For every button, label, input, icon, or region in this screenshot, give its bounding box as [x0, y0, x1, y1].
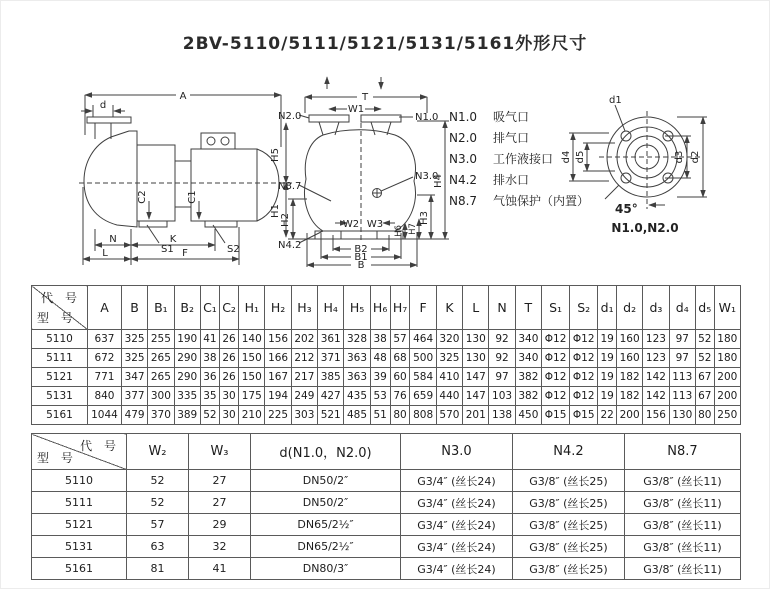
value-cell: 160 [616, 330, 642, 349]
column-header: N3.0 [401, 434, 513, 470]
value-cell: 38 [370, 330, 390, 349]
value-cell: 328 [344, 330, 370, 349]
value-cell: 382 [515, 368, 541, 387]
port-label-n20: N2.0 [278, 111, 302, 122]
value-cell: 340 [515, 330, 541, 349]
value-cell: 200 [714, 368, 740, 387]
model-cell: 5131 [32, 387, 88, 406]
value-cell: 35 [200, 387, 219, 406]
value-cell: 63 [127, 536, 189, 558]
flange-caption: N1.0,N2.0 [611, 221, 679, 235]
column-header: H₇ [390, 286, 410, 330]
column-header: C₁ [200, 286, 219, 330]
dim-label-f: F [182, 248, 188, 259]
value-cell: 377 [121, 387, 147, 406]
dim-label-h2: H2 [280, 213, 291, 227]
value-cell: 76 [390, 387, 410, 406]
table-row [32, 514, 741, 536]
value-cell: 52 [127, 470, 189, 492]
value-cell: 97 [669, 330, 695, 349]
value-cell: 48 [370, 349, 390, 368]
table-row [32, 558, 741, 580]
value-cell: 32 [189, 536, 251, 558]
model-cell: 5121 [32, 514, 127, 536]
value-cell: 147 [463, 368, 489, 387]
value-cell: DN65/2½″ [251, 536, 401, 558]
table-row [32, 330, 741, 349]
value-cell: 521 [318, 406, 344, 425]
value-cell: 363 [344, 368, 370, 387]
dim-label-w1: W1 [347, 104, 365, 115]
value-cell: 38 [200, 349, 219, 368]
table-row [32, 536, 741, 558]
value-cell: 52 [127, 492, 189, 514]
value-cell: Φ12 [570, 368, 598, 387]
value-cell: 113 [669, 387, 695, 406]
value-cell: 123 [643, 330, 669, 349]
value-cell: 320 [436, 330, 462, 349]
model-cell: 5110 [32, 470, 127, 492]
flange-view-drawing [557, 87, 722, 237]
value-cell: 840 [88, 387, 122, 406]
dim-label-h6: H6 [394, 225, 404, 237]
side-view-drawing [75, 79, 293, 271]
value-cell: 464 [410, 330, 436, 349]
value-cell: Φ15 [570, 406, 598, 425]
value-cell: 182 [616, 387, 642, 406]
legend-code: N4.2 [449, 173, 478, 187]
dim-label-h7: H7 [408, 223, 418, 235]
value-cell: 26 [220, 349, 239, 368]
value-cell: DN65/2½″ [251, 514, 401, 536]
port-label-n87: N8.7 [278, 181, 302, 192]
value-cell: 175 [239, 387, 265, 406]
value-cell: 479 [121, 406, 147, 425]
value-cell: 67 [695, 368, 714, 387]
column-header: d₁ [598, 286, 617, 330]
value-cell: 340 [515, 349, 541, 368]
value-cell: 130 [463, 330, 489, 349]
table-row [32, 406, 741, 425]
value-cell: 202 [291, 330, 317, 349]
value-cell: 290 [174, 368, 200, 387]
corner-header-cell [32, 434, 127, 470]
dim-label-d1: d1 [609, 95, 622, 106]
value-cell: 97 [489, 368, 515, 387]
dim-label-n: N [109, 234, 117, 245]
column-header: H₆ [370, 286, 390, 330]
value-cell: G3/4″ (丝长24) [401, 536, 513, 558]
table-row [32, 349, 741, 368]
value-cell: 335 [174, 387, 200, 406]
callout-label-s2: S2 [227, 244, 240, 255]
dim-label-w3: W3 [366, 219, 384, 230]
value-cell: DN50/2″ [251, 470, 401, 492]
dim-label-h3: H3 [419, 211, 430, 225]
dimensions-table-2 [31, 433, 741, 580]
dim-label-b1: B1 [354, 252, 368, 263]
value-cell: 190 [174, 330, 200, 349]
value-cell: 325 [121, 330, 147, 349]
value-cell: 36 [200, 368, 219, 387]
value-cell: 255 [148, 330, 174, 349]
value-cell: 485 [344, 406, 370, 425]
value-cell: Φ12 [542, 349, 570, 368]
value-cell: 27 [189, 470, 251, 492]
value-cell: 57 [390, 330, 410, 349]
value-cell: 584 [410, 368, 436, 387]
column-header: H₃ [291, 286, 317, 330]
value-cell: 382 [515, 387, 541, 406]
value-cell: 212 [291, 349, 317, 368]
model-cell: 5111 [32, 492, 127, 514]
value-cell: 440 [436, 387, 462, 406]
value-cell: G3/8″ (丝长11) [625, 536, 741, 558]
value-cell: 67 [695, 387, 714, 406]
value-cell: 450 [515, 406, 541, 425]
value-cell: 300 [148, 387, 174, 406]
value-cell: 156 [265, 330, 291, 349]
value-cell: 160 [616, 349, 642, 368]
column-header: B₁ [148, 286, 174, 330]
value-cell: 52 [695, 349, 714, 368]
value-cell: 41 [200, 330, 219, 349]
value-cell: 325 [436, 349, 462, 368]
value-cell: 500 [410, 349, 436, 368]
value-cell: 92 [489, 349, 515, 368]
dim-label-k: K [169, 234, 177, 245]
port-label-n42: N4.2 [278, 240, 302, 251]
value-cell: 92 [489, 330, 515, 349]
column-header: F [410, 286, 436, 330]
value-cell: G3/8″ (丝长25) [513, 558, 625, 580]
value-cell: 303 [291, 406, 317, 425]
value-cell: 138 [489, 406, 515, 425]
column-header: H₄ [318, 286, 344, 330]
value-cell: 22 [598, 406, 617, 425]
value-cell: Φ12 [542, 368, 570, 387]
value-cell: 60 [390, 368, 410, 387]
column-header: A [88, 286, 122, 330]
value-cell: 427 [318, 387, 344, 406]
value-cell: 80 [695, 406, 714, 425]
value-cell: 361 [318, 330, 344, 349]
model-cell: 5161 [32, 558, 127, 580]
value-cell: 68 [390, 349, 410, 368]
value-cell: 250 [714, 406, 740, 425]
value-cell: 672 [88, 349, 122, 368]
value-cell: 210 [239, 406, 265, 425]
value-cell: 123 [643, 349, 669, 368]
corner-label-daihao: 代 号 [41, 291, 81, 305]
legend-label: 工作液接口 [493, 152, 554, 166]
dimensions-table-1 [31, 285, 741, 425]
value-cell: Φ12 [570, 387, 598, 406]
value-cell: 347 [121, 368, 147, 387]
value-cell: G3/4″ (丝长24) [401, 514, 513, 536]
dim-label-l: L [102, 248, 108, 259]
value-cell: 265 [148, 349, 174, 368]
dim-label-h5: H5 [270, 148, 281, 162]
column-header: H₂ [265, 286, 291, 330]
value-cell: 26 [220, 368, 239, 387]
value-cell: 371 [318, 349, 344, 368]
legend-label: 气蚀保护（内置） [493, 194, 590, 208]
value-cell: 142 [643, 368, 669, 387]
value-cell: 130 [463, 349, 489, 368]
value-cell: 27 [189, 492, 251, 514]
value-cell: G3/4″ (丝长24) [401, 470, 513, 492]
value-cell: G3/8″ (丝长11) [625, 470, 741, 492]
column-header: d₅ [695, 286, 714, 330]
port-label-n10: N1.0 [415, 112, 439, 123]
value-cell: 156 [643, 406, 669, 425]
value-cell: 150 [239, 349, 265, 368]
value-cell: 142 [643, 387, 669, 406]
corner-header-cell [32, 286, 88, 330]
column-header: W₂ [127, 434, 189, 470]
value-cell: 180 [714, 330, 740, 349]
dim-label-h4: H4 [433, 174, 444, 188]
value-cell: 41 [189, 558, 251, 580]
legend-code: N1.0 [449, 110, 478, 124]
value-cell: 637 [88, 330, 122, 349]
column-header: d₂ [616, 286, 642, 330]
value-cell: DN80/3″ [251, 558, 401, 580]
value-cell: 51 [370, 406, 390, 425]
column-header: N4.2 [513, 434, 625, 470]
dim-label-b2: B2 [354, 244, 368, 255]
value-cell: 166 [265, 349, 291, 368]
corner-label-daihao: 代 号 [80, 439, 120, 453]
value-cell: 435 [344, 387, 370, 406]
column-header: B [121, 286, 147, 330]
value-cell: 39 [370, 368, 390, 387]
column-header: H₁ [239, 286, 265, 330]
value-cell: 370 [148, 406, 174, 425]
value-cell: G3/4″ (丝长24) [401, 492, 513, 514]
value-cell: 103 [489, 387, 515, 406]
value-cell: G3/8″ (丝长11) [625, 514, 741, 536]
column-header: d(N1.0，N2.0) [251, 434, 401, 470]
value-cell: G3/8″ (丝长25) [513, 514, 625, 536]
table-row [32, 492, 741, 514]
dim-label-c1: C1 [187, 190, 198, 204]
value-cell: 53 [370, 387, 390, 406]
dim-label-b: B [357, 260, 365, 271]
front-view-drawing [277, 73, 455, 273]
value-cell: 19 [598, 368, 617, 387]
callout-label-s1: S1 [161, 244, 174, 255]
value-cell: 52 [695, 330, 714, 349]
value-cell: 225 [265, 406, 291, 425]
value-cell: 29 [189, 514, 251, 536]
value-cell: Φ12 [542, 330, 570, 349]
model-cell: 5131 [32, 536, 127, 558]
value-cell: 19 [598, 387, 617, 406]
value-cell: 410 [436, 368, 462, 387]
value-cell: 1044 [88, 406, 122, 425]
value-cell: 30 [220, 387, 239, 406]
value-cell: DN50/2″ [251, 492, 401, 514]
value-cell: Φ12 [542, 387, 570, 406]
value-cell: 182 [616, 368, 642, 387]
column-header: S₂ [570, 286, 598, 330]
column-header: N8.7 [625, 434, 741, 470]
model-cell: 5110 [32, 330, 88, 349]
column-header: d₄ [669, 286, 695, 330]
value-cell: 30 [220, 406, 239, 425]
value-cell: G3/8″ (丝长25) [513, 470, 625, 492]
value-cell: 52 [200, 406, 219, 425]
value-cell: 808 [410, 406, 436, 425]
value-cell: 290 [174, 349, 200, 368]
value-cell: 249 [291, 387, 317, 406]
value-cell: 80 [390, 406, 410, 425]
legend-label: 吸气口 [493, 110, 530, 124]
legend-label: 排水口 [493, 173, 530, 187]
value-cell: G3/8″ (丝长11) [625, 558, 741, 580]
value-cell: 57 [127, 514, 189, 536]
value-cell: 570 [436, 406, 462, 425]
dim-label-d: d [99, 100, 107, 111]
dim-label-d5: d5 [575, 150, 586, 164]
legend-label: 排气口 [493, 131, 530, 145]
model-cell: 5111 [32, 349, 88, 368]
flange-view-lines [569, 105, 707, 209]
port-label-n30: N3.0 [415, 171, 439, 182]
value-cell: 265 [148, 368, 174, 387]
value-cell: 771 [88, 368, 122, 387]
value-cell: 19 [598, 349, 617, 368]
column-header: W₃ [189, 434, 251, 470]
table-row [32, 387, 741, 406]
dim-label-d2: d2 [690, 150, 701, 164]
value-cell: 200 [714, 387, 740, 406]
value-cell: 180 [714, 349, 740, 368]
column-header: K [436, 286, 462, 330]
value-cell: 140 [239, 330, 265, 349]
corner-label-xinghao: 型 号 [37, 311, 77, 325]
value-cell: 385 [318, 368, 344, 387]
model-cell: 5121 [32, 368, 88, 387]
value-cell: Φ15 [542, 406, 570, 425]
value-cell: Φ12 [570, 330, 598, 349]
dim-label-t: T [361, 92, 369, 103]
legend-code: N2.0 [449, 131, 478, 145]
value-cell: 26 [220, 330, 239, 349]
column-header: B₂ [174, 286, 200, 330]
dim-label-h1: H1 [270, 204, 281, 218]
value-cell: 130 [669, 406, 695, 425]
value-cell: G3/8″ (丝长11) [625, 492, 741, 514]
value-cell: 113 [669, 368, 695, 387]
corner-label-xinghao: 型 号 [37, 451, 77, 465]
value-cell: G3/8″ (丝长25) [513, 536, 625, 558]
dim-label-c2: C2 [137, 190, 148, 204]
column-header: W₁ [714, 286, 740, 330]
angle-label: 45° [615, 202, 638, 216]
table-row [32, 470, 741, 492]
legend-code: N3.0 [449, 152, 478, 166]
value-cell: 97 [669, 349, 695, 368]
value-cell: 325 [121, 349, 147, 368]
value-cell: 217 [291, 368, 317, 387]
column-header: N [489, 286, 515, 330]
value-cell: Φ12 [570, 349, 598, 368]
value-cell: 81 [127, 558, 189, 580]
column-header: S₁ [542, 286, 570, 330]
value-cell: 150 [239, 368, 265, 387]
model-cell: 5161 [32, 406, 88, 425]
value-cell: 389 [174, 406, 200, 425]
dim-label-d4: d4 [561, 150, 572, 164]
value-cell: 167 [265, 368, 291, 387]
column-header: H₅ [344, 286, 370, 330]
column-header: C₂ [220, 286, 239, 330]
dim-label-w2: W2 [342, 219, 360, 230]
value-cell: G3/8″ (丝长25) [513, 492, 625, 514]
page-title: 2BV-5110/5111/5121/5131/5161外形尺寸 [182, 34, 588, 54]
column-header: L [463, 286, 489, 330]
value-cell: 659 [410, 387, 436, 406]
value-cell: 194 [265, 387, 291, 406]
value-cell: 201 [463, 406, 489, 425]
dim-label-a: A [179, 91, 187, 102]
dim-label-d3: d3 [674, 150, 685, 164]
column-header: d₃ [643, 286, 669, 330]
value-cell: G3/4″ (丝长24) [401, 558, 513, 580]
value-cell: 19 [598, 330, 617, 349]
value-cell: 147 [463, 387, 489, 406]
legend-code: N8.7 [449, 194, 478, 208]
table-row [32, 368, 741, 387]
value-cell: 200 [616, 406, 642, 425]
column-header: T [515, 286, 541, 330]
value-cell: 363 [344, 349, 370, 368]
